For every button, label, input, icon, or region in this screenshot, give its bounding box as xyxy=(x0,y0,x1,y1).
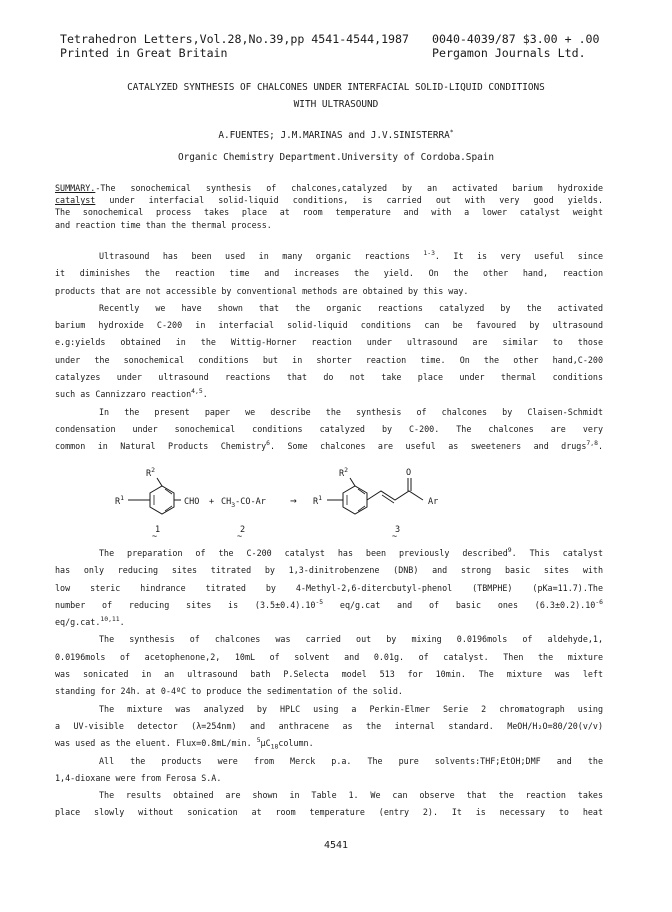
affiliation: Organic Chemistry Department.University of Cordoba.Spain xyxy=(177,152,495,163)
paragraph-line: was used as the eluent. Flux=0.8mL/min. $^5\mu C_{18}column$. xyxy=(55,736,314,751)
paragraph-line: barium hydroxide C-200 in interfacial solid-liquid conditions can be favoured by ultrasound xyxy=(55,320,603,331)
paragraph-line: The results obtained are shown in Table 1. We can observe that the reaction takes xyxy=(99,790,603,801)
paragraph-line: a UV-visible detector (λ=254nm) and anthracene as the internal standard. MeOH/H₂O=80/20(v/v) xyxy=(55,720,603,731)
paragraph-line: The preparation of the C-200 catalyst has been previously described$^9$. This catalyst xyxy=(99,546,603,558)
compound-label-3: 3 xyxy=(395,525,401,535)
acetophenone-formula: $CH_3-CO-Ar$ xyxy=(221,497,266,509)
compound-tilde: ~ xyxy=(152,532,158,542)
summary-line: The sonochemical process takes place at room temperature and with a lower catalyst weight xyxy=(55,207,603,218)
paragraph-line: has only reducing sites titrated by 1,3-dinitrobenzene (DNB) and strong basic sites with xyxy=(55,565,603,576)
ar-label: Ar xyxy=(428,497,439,507)
header-left xyxy=(60,32,409,60)
author-names: A.FUENTES; J.M.MARINAS and J.V.SINISTERRA xyxy=(218,130,450,141)
product-r2-bond xyxy=(350,478,355,486)
product-r1-label: $R^1$ xyxy=(313,494,323,507)
authors xyxy=(0,127,672,141)
product-r2-label: $R^2$ xyxy=(339,466,349,479)
r2-bond xyxy=(157,478,162,486)
paragraph-line: Ultrasound has been used in many organic reactions $^{1-3}$. It is very useful since xyxy=(99,249,603,261)
compound-tilde: ~ xyxy=(392,532,398,542)
header-right xyxy=(432,32,600,60)
body-paragraphs-1 xyxy=(55,248,603,456)
paragraph-line: catalyzes under ultrasound reactions that do not take place under thermal conditions xyxy=(55,372,603,383)
paragraph-line: The mixture was analyzed by HPLC using a Perkin-Elmer Serie 2 chromatograph using xyxy=(99,703,603,714)
page-number: 4541 xyxy=(323,840,349,851)
summary xyxy=(55,182,603,231)
paragraph-line: low steric hindrance titrated by 4-Methyl-2,6-ditercbutyl-phenol (TBMPHE) (pKa=11.7).The xyxy=(55,582,603,593)
paragraph-line: products that are not accessible by conventional methods are obtained by this way. xyxy=(55,285,469,296)
paragraph-line: In the present paper we describe the synthesis of chalcones by Claisen-Schmidt xyxy=(99,406,603,417)
paragraph-line: number of reducing sites is $(3.5\pm 0.4).10^{-5}$ eq/g.cat and of basic ones $(6.3\pm 0.2).10^{-6}$ xyxy=(55,598,603,610)
paragraph-line: condensation under sonochemical conditions catalyzed by C-200. The chalcones are very xyxy=(55,423,603,434)
paragraph-line: such as Cannizzaro reaction$^{4,5}$. xyxy=(55,387,208,400)
paragraph-line: common in Natural Products Chemistry$^6$. Some chalcones are useful as sweeteners and drugs$^{7,8}$. xyxy=(55,439,603,452)
paragraph-line: eq/g.cat.$^{10,11}$. xyxy=(55,615,125,628)
journal-citation: Tetrahedron Letters,Vol.28,No.39,pp 4541-4544,1987 xyxy=(60,32,410,46)
reaction-arrow: → xyxy=(290,494,297,507)
paragraph-line: place slowly without sonication at room temperature (entry 2). It is necessary to heat xyxy=(55,807,603,818)
enone-chain xyxy=(367,491,423,500)
plus-sign: + xyxy=(209,497,215,507)
paragraph-line: 1,4-dioxane were from Ferosa S.A. xyxy=(55,772,222,783)
alkene-double-bond xyxy=(382,495,394,503)
summary-label: SUMMARY. xyxy=(55,183,96,193)
summary-line: catalyst under interfacial solid-liquid conditions, is carried out with very good yields. xyxy=(55,195,603,206)
title-line-2: WITH ULTRASOUND xyxy=(293,99,379,110)
issn-price: 0040-4039/87 $3.00 + .00 xyxy=(432,32,600,46)
author-mark: * xyxy=(449,127,454,136)
summary-line: SUMMARY.-The sonochemical synthesis of chalcones,catalyzed by an activated barium hydroxide xyxy=(55,183,603,193)
paragraph-line: 0.0196mols of acetophenone,2, 10mL of solvent and 0.01g. of catalyst. Then the mixture xyxy=(55,651,603,662)
publisher: Pergamon Journals Ltd. xyxy=(432,46,586,60)
compound-label-1: 1 xyxy=(155,525,161,535)
title-line-1: CATALYZED SYNTHESIS OF CHALCONES UNDER INTERFACIAL SOLID-LIQUID CONDITIONS xyxy=(127,82,545,93)
r1-label: $R^1$ xyxy=(115,494,125,507)
printed-in: Printed in Great Britain xyxy=(60,46,228,60)
oxygen-label: O xyxy=(406,468,412,478)
compound-label-2: 2 xyxy=(240,525,246,535)
paragraph-line: The synthesis of chalcones was carried out by mixing 0.0196mols of aldehyde,1, xyxy=(99,634,603,645)
compound-tilde: ~ xyxy=(237,532,243,542)
paragraph-line: Recently we have shown that the organic reactions catalyzed by the activated xyxy=(99,302,603,313)
paragraph-line: standing for 24h. at 0-4ºC to produce the sedimentation of the solid. xyxy=(55,686,403,697)
paragraph-line: e.g:yields obtained in the Wittig-Horner reaction under ultrasound are similar to those xyxy=(55,337,603,348)
reaction-scheme xyxy=(95,466,565,546)
paragraph-line: under the sonochemical conditions but in shorter reaction time. On the other hand,C-200 xyxy=(55,354,603,365)
paragraph-line: All the products were from Merck p.a. The pure solvents:THF;EtOH;DMF and the xyxy=(99,755,603,766)
summary-line: and reaction time than the thermal process. xyxy=(55,219,272,230)
paragraph-line: was sonicated in an ultrasound bath P.Selecta model 513 for 10min. The mixture was left xyxy=(55,669,603,680)
paragraph-line: it diminishes the reaction time and increases the yield. On the other hand, reaction xyxy=(55,268,603,279)
cho-label: CHO xyxy=(184,497,200,507)
r2-label: $R^2$ xyxy=(146,466,156,479)
body-paragraphs-2 xyxy=(55,545,603,822)
